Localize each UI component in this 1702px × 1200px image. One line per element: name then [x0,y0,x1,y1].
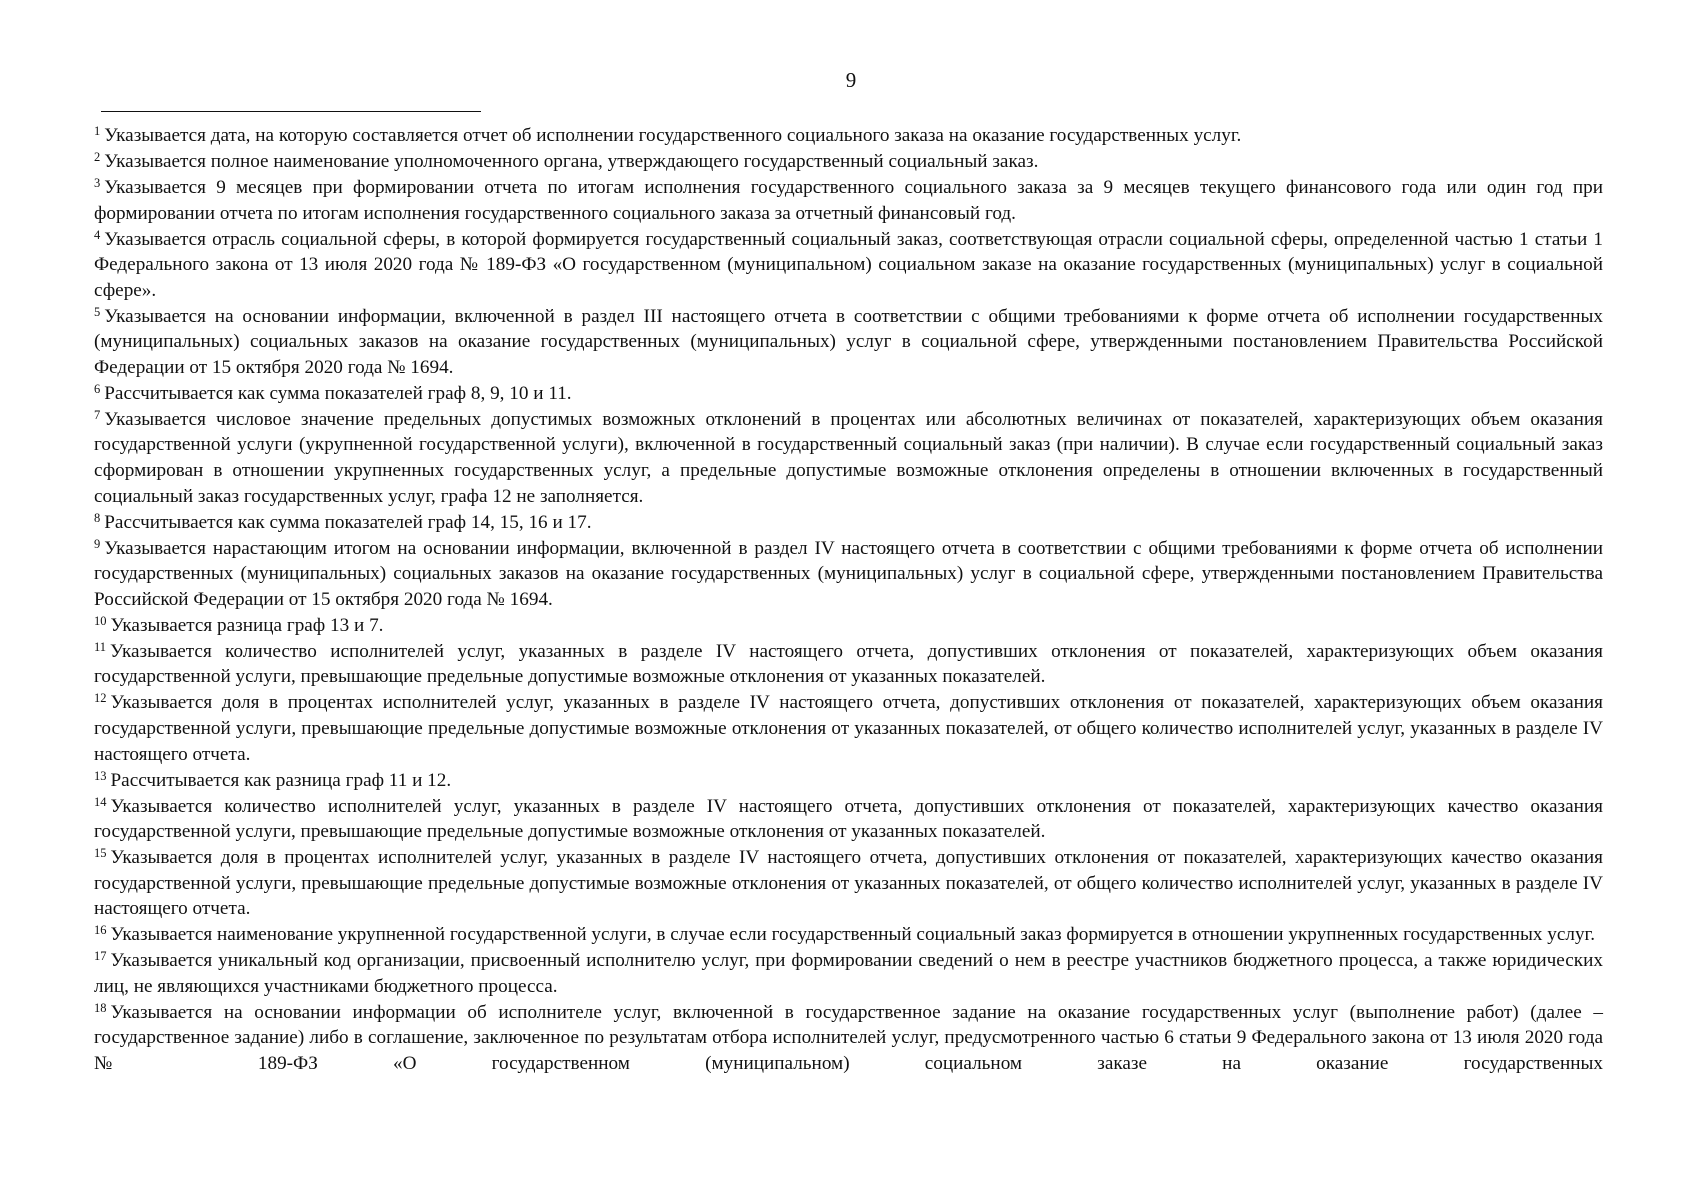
footnote-number: 7 [94,407,101,422]
footnote-text: Указывается количество исполнителей услуг, указанных в разделе IV настоящего отчета, допустивших отклонения от показателей, характеризующих качество оказания государственной услуги, превышающие предельные допустимые возможные отклонения от указанных показателей. [94,795,1603,843]
footnote-13 [94,768,1603,794]
footnote-text: Указывается дата, на которую составляется отчет об исполнении государственного социального заказа на оказание государственных услуг. [104,125,1242,146]
footnote-17 [94,948,1603,999]
footnote-text: Указывается на основании информации об исполнителе услуг, включенной в государственное задание на оказание государственных услуг (выполнение работ) (далее – государственное задание) либо в соглашение, заключенное по результатам отбора исполнителей услуг, предусмотренного частью 6 статьи 9 Федерального закона от 13 июля 2020 года № 189-ФЗ «О государственном (муниципальном) социальном заказе на оказание государственных [94,1001,1603,1075]
footnote-number: 12 [94,691,107,706]
footnote-text: Указывается количество исполнителей услуг, указанных в разделе IV настоящего отчета, допустивших отклонения от показателей, характеризующих объем оказания государственной услуги, превышающие предельные допустимые возможные отклонения от указанных показателей. [94,640,1603,688]
footnotes-list [94,123,1603,1077]
footnote-18 [94,1000,1603,1077]
footnote-text: Указывается уникальный код организации, присвоенный исполнителю услуг, при формировании сведений о нем в реестре участников бюджетного процесса, а также юридических лиц, не являющихся участниками бюджетного процесса. [94,950,1603,997]
footnote-text: Указывается нарастающим итогом на основании информации, включенной в раздел IV настоящего отчета в соответствии с общими требованиями к форме отчета об исполнении государственных (муниципальных) социальных заказов на оказание государственных (муниципальных) услуг в социальной сфере, утвержденными постановлением Правительства Российской Федерации от 15 октября 2020 года № 1694. [94,537,1603,610]
footnote-text: Указывается отрасль социальной сферы, в которой формируется государственный социальный заказ, соответствующая отрасли социальной сферы, определенной частью 1 статьи 1 Федерального закона от 13 июля 2020 года № 189-ФЗ «О государственном (муниципальном) социальном заказе на оказание государственных (муниципальных) услуг в социальной сфере». [94,228,1603,301]
footnote-12 [94,690,1603,767]
footnote-text: Рассчитывается как сумма показателей граф 8, 9, 10 и 11. [104,382,572,404]
footnote-number: 14 [94,794,107,809]
page-number: 9 [845,68,857,92]
footnote-text: Указывается полное наименование уполномоченного органа, утверждающего государственный социальный заказ. [104,150,1039,172]
footnote-number: 4 [94,227,101,242]
footnote-number: 16 [94,923,107,938]
footnote-text: Рассчитывается как разница граф 11 и 12. [110,769,452,791]
footnote-number: 11 [94,639,107,654]
footnote-text: Рассчитывается как сумма показателей граф 14, 15, 16 и 17. [104,511,592,533]
footnote-separator [101,111,481,112]
footnote-number: 2 [94,149,101,164]
footnote-number: 8 [94,510,101,525]
footnote-11 [94,639,1603,690]
footnote-6 [94,381,1603,407]
footnote-number: 9 [94,536,101,551]
footnote-text: Указывается разница граф 13 и 7. [110,614,384,636]
footnote-number: 13 [94,768,107,783]
footnote-text: Указывается наименование укрупненной государственной услуги, в случае если государственный социальный заказ формируется в отношении укрупненных государственных услуг. [110,924,1596,946]
footnote-15 [94,845,1603,922]
footnote-7 [94,407,1603,509]
footnote-3 [94,175,1603,226]
footnote-14 [94,794,1603,845]
footnote-number: 18 [94,1000,107,1015]
footnote-5 [94,304,1603,381]
footnote-number: 6 [94,381,101,396]
footnote-1 [94,123,1603,149]
footnote-text: Указывается доля в процентах исполнителей услуг, указанных в разделе IV настоящего отчета, допустивших отклонения от показателей, характеризующих объем оказания государственной услуги, превышающие предельные допустимые возможные отклонения от указанных показателей, от общего количество исполнителей услуг, указанных в разделе IV настоящего отчета. [94,692,1603,765]
footnote-number: 3 [94,175,101,190]
footnote-text: Указывается числовое значение предельных допустимых возможных отклонений в процентах или абсолютных величинах от показателей, характеризующих объем оказания государственной услуги (укрупненной государственной услуги), включенной в государственный социальный заказ (при наличии). В случае если государственный социальный заказ сформирован в отношении укрупненных государственных услуг, а предельные допустимые возможные отклонения определены в отношении включенных в государственный социальный заказ государственных услуг, графа 12 не заполняется. [94,408,1603,507]
footnote-number: 1 [94,124,101,138]
footnote-text: Указывается 9 месяцев при формировании отчета по итогам исполнения государственного социального заказа за 9 месяцев текущего финансового года или один год при формировании отчета по итогам исполнения государственного социального заказа за отчетный финансовый год. [94,176,1603,224]
footnote-number: 5 [94,304,101,319]
footnote-number: 10 [94,613,107,628]
footnote-number: 17 [94,949,107,964]
footnote-9 [94,536,1603,613]
footnote-16 [94,922,1603,948]
footnote-10 [94,613,1603,639]
footnote-2 [94,149,1603,175]
footnote-8 [94,510,1603,536]
footnote-number: 15 [94,846,107,861]
footnote-text: Указывается доля в процентах исполнителей услуг, указанных в разделе IV настоящего отчета, допустивших отклонения от показателей, характеризующих качество оказания государственной услуги, превышающие предельные допустимые возможные отклонения от указанных показателей, от общего количество исполнителей услуг, указанных в разделе IV настоящего отчета. [94,847,1603,920]
footnote-text: Указывается на основании информации, включенной в раздел III настоящего отчета в соответствии с общими требованиями к форме отчета об исполнении государственных (муниципальных) социальных заказов на оказание государственных (муниципальных) услуг в социальной сфере, утвержденными постановлением Правительства Российской Федерации от 15 октября 2020 года № 1694. [94,305,1603,378]
footnote-4 [94,227,1603,304]
